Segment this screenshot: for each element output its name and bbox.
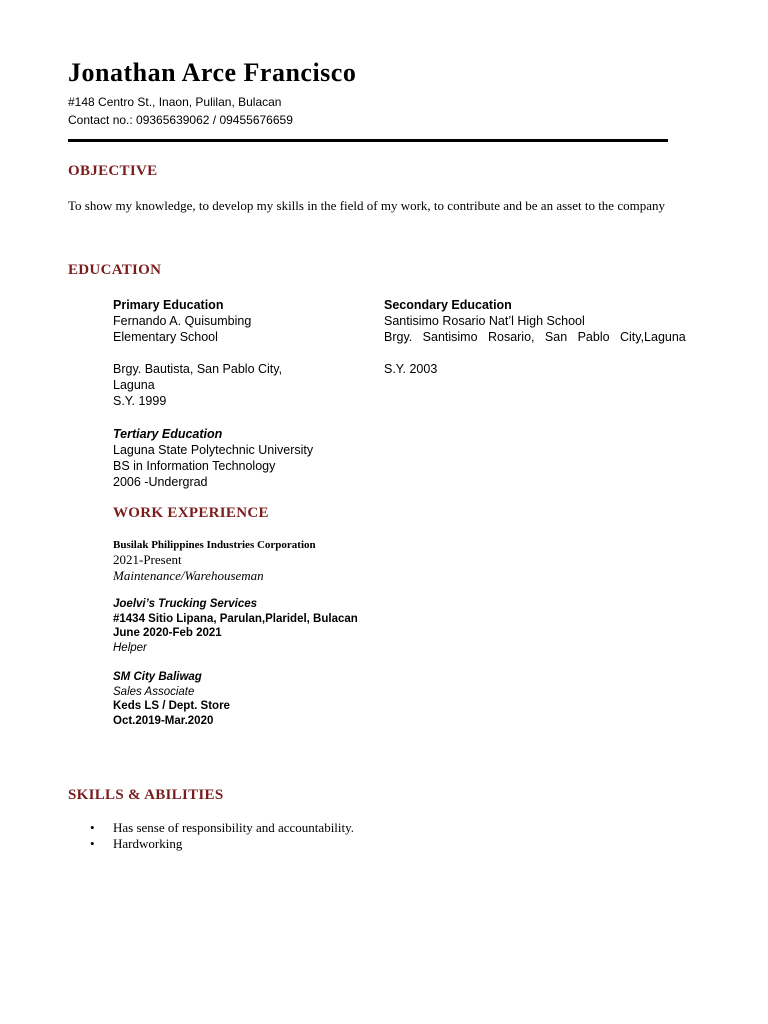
list-item (90, 836, 354, 852)
job-period: 2021-Present (113, 552, 182, 567)
header-divider (68, 139, 668, 142)
job-role: Maintenance/Warehouseman (113, 568, 264, 583)
tertiary-school: Laguna State Polytechnic University (113, 443, 314, 457)
skill-text: Hardworking (113, 835, 183, 851)
work-experience-heading: WORK EXPERIENCE (113, 505, 269, 521)
bullet: • (90, 835, 95, 851)
job-store: Keds LS / Dept. Store (113, 700, 230, 713)
job-joelvi (113, 597, 358, 656)
bullet: • (90, 820, 95, 835)
tertiary-course: BS in Information Technology (113, 459, 276, 473)
job-busilak (113, 538, 316, 584)
job-role: Sales Associate (113, 685, 195, 698)
job-sm-city (113, 670, 230, 729)
job-company: Joelvi’s Trucking Services (113, 598, 258, 610)
education-heading: EDUCATION (68, 262, 162, 278)
objective-heading: OBJECTIVE (68, 163, 158, 179)
skills-list (90, 820, 354, 851)
job-period: Oct.2019-Mar.2020 (113, 715, 214, 728)
tertiary-education-title: Tertiary Education (113, 427, 223, 441)
secondary-year: S.Y. 2003 (384, 362, 438, 376)
objective-text: To show my knowledge, to develop my skills in the field of my work, to contribute and be an asset to the company (68, 198, 665, 213)
list-item (90, 820, 354, 836)
primary-school-line1: Fernando A. Quisumbing (113, 314, 252, 328)
primary-education (113, 297, 282, 409)
secondary-address: Brgy. Santisimo Rosario, San Pablo City,Laguna (384, 330, 686, 344)
primary-address-line2: Laguna (113, 378, 155, 392)
job-address: #1434 Sitio Lipana, Parulan,Plaridel, Bulacan (113, 612, 358, 625)
applicant-name: Jonathan Arce Francisco (68, 58, 357, 87)
secondary-education (384, 297, 686, 377)
job-period: June 2020-Feb 2021 (113, 627, 222, 640)
tertiary-education (113, 426, 313, 490)
tertiary-year: 2006 -Undergrad (113, 475, 208, 489)
contact-numbers: Contact no.: 09365639062 / 09455676659 (68, 113, 293, 127)
skills-heading: SKILLS & ABILITIES (68, 787, 224, 803)
job-company: Busilak Philippines Industries Corporation (113, 539, 316, 551)
primary-address-line1: Brgy. Bautista, San Pablo City, (113, 362, 283, 376)
address: #148 Centro St., Inaon, Pulilan, Bulacan (68, 95, 282, 109)
secondary-school: Santisimo Rosario Nat’l High School (384, 314, 585, 328)
primary-year: S.Y. 1999 (113, 394, 167, 408)
primary-education-title: Primary Education (113, 298, 224, 312)
skill-text: Has sense of responsibility and accountability. (113, 820, 355, 835)
primary-school-line2: Elementary School (113, 330, 218, 344)
job-company: SM City Baliwag (113, 671, 202, 683)
secondary-education-title: Secondary Education (384, 298, 512, 312)
job-role: Helper (113, 642, 147, 655)
